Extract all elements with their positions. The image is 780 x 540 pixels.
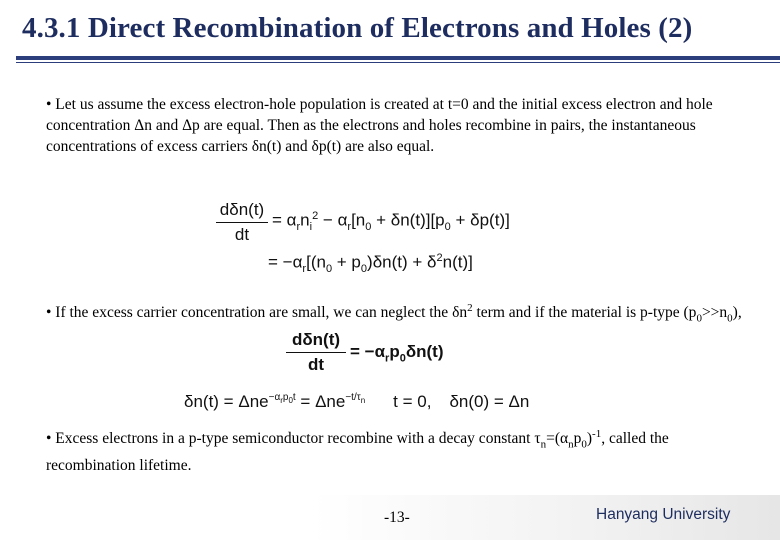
eq4-c: t = 0,	[393, 392, 432, 411]
eq2-sub-0a: 0	[325, 263, 333, 276]
eq4-a: δn(t) = Δne	[184, 392, 269, 411]
eq4-sup-alpha: −α	[268, 392, 281, 404]
p3-sub-n: n	[540, 438, 547, 451]
p2-sub2: 0	[727, 312, 733, 325]
eq3-dn: δn(t)	[405, 342, 444, 361]
eq2-e: n(t)]	[442, 252, 473, 272]
p3-close: )	[586, 430, 593, 448]
eq3-rhs: = −α	[350, 342, 386, 361]
p3-sub-0: 0	[581, 438, 587, 451]
p3-sup: -1	[592, 428, 602, 440]
p2-sub1: 0	[696, 312, 702, 325]
eq1-rhs-a: = α	[272, 210, 297, 230]
eq1-sub-0a: 0	[365, 221, 372, 234]
eq2-sub-0b: 0	[360, 263, 368, 276]
eq3-sub-r: r	[385, 352, 390, 365]
eq1-minus-alpha: − α	[318, 210, 348, 230]
p3-sub-n2: n	[568, 438, 574, 451]
eq3-fraction-bar	[286, 352, 346, 353]
equation-decay-solution	[184, 392, 604, 418]
eq2-a: = −α	[268, 252, 303, 272]
eq2-b: [(n	[306, 252, 326, 272]
eq1-sub-i: i	[309, 221, 313, 234]
eq1-denominator: dt	[234, 225, 250, 244]
paragraph-recombination-lifetime	[46, 424, 746, 476]
eq1-ni: n	[300, 210, 310, 230]
eq4-sup-sub-r: r	[280, 396, 283, 406]
eq4-b: = Δne	[295, 392, 346, 411]
eq1-bracket-mid: + δn(t)][p	[371, 210, 445, 230]
eq4-sup-sub-0: 0	[288, 396, 293, 406]
eq1-sub-r2: r	[347, 221, 352, 234]
eq3-denominator: dt	[307, 355, 325, 374]
eq1-bracket-n: [n	[351, 210, 366, 230]
eq4-sup-t: t	[292, 392, 296, 404]
eq2-c: + p	[332, 252, 361, 272]
eq1-sub-0b: 0	[444, 221, 451, 234]
p2-mid2: >>n	[701, 304, 728, 322]
eq1-fraction-bar	[216, 222, 268, 223]
eq2-sub-r: r	[302, 263, 307, 276]
eq1-bracket-end: + δp(t)]	[450, 210, 510, 230]
p3-prefix: • Excess electrons in a p-type semiconductor recombine with a decay constant τ	[46, 430, 541, 448]
p2-prefix: • If the excess carrier concentration are small, we can neglect the δn	[46, 304, 468, 322]
title-rule	[16, 56, 780, 60]
eq2-d: )δn(t) + δ	[367, 252, 437, 272]
eq1-sup-2: 2	[312, 210, 319, 222]
eq4-sup-tau: −t/τ	[345, 392, 361, 404]
title-rule-thin	[16, 62, 780, 63]
eq3-p: p	[389, 342, 400, 361]
paragraph-initial-assumption: • Let us assume the excess electron-hole population is created at t=0 and the initial excess electron and hole concentration Δn and Δp are equal. Then as the electrons and holes recombine in pairs, the instantaneous concentrations of excess carriers δn(t) and δp(t) are also equal.	[46, 96, 713, 155]
p3-p: p	[573, 430, 582, 448]
eq4-sup-sub-n: n	[360, 396, 366, 406]
page-number: -13-	[384, 509, 410, 526]
eq4-sup-p: p	[282, 392, 289, 404]
p2-mid: term and if the material is p-type (p	[472, 304, 697, 322]
p2-end: ),	[732, 304, 742, 322]
paragraph-small-excess	[46, 298, 746, 329]
eq3-numerator: dδn(t)	[291, 330, 341, 349]
eq1-numerator: dδn(t)	[219, 200, 265, 219]
p3-eq: =(α	[546, 430, 569, 448]
p2-sup: 2	[467, 302, 473, 314]
equation-rate-ptype	[286, 330, 486, 380]
equation-rate-full	[216, 200, 536, 280]
slide-title: 4.3.1 Direct Recombination of Electrons and Holes (2)	[22, 12, 693, 44]
eq3-sub-0: 0	[399, 352, 406, 365]
eq1-sub-r: r	[296, 221, 301, 234]
eq4-d: δn(0) = Δn	[449, 392, 530, 411]
eq2-sup-2: 2	[436, 252, 443, 264]
university-name: Hanyang University	[596, 506, 731, 523]
p3-end: , called the recombination lifetime.	[46, 430, 669, 475]
